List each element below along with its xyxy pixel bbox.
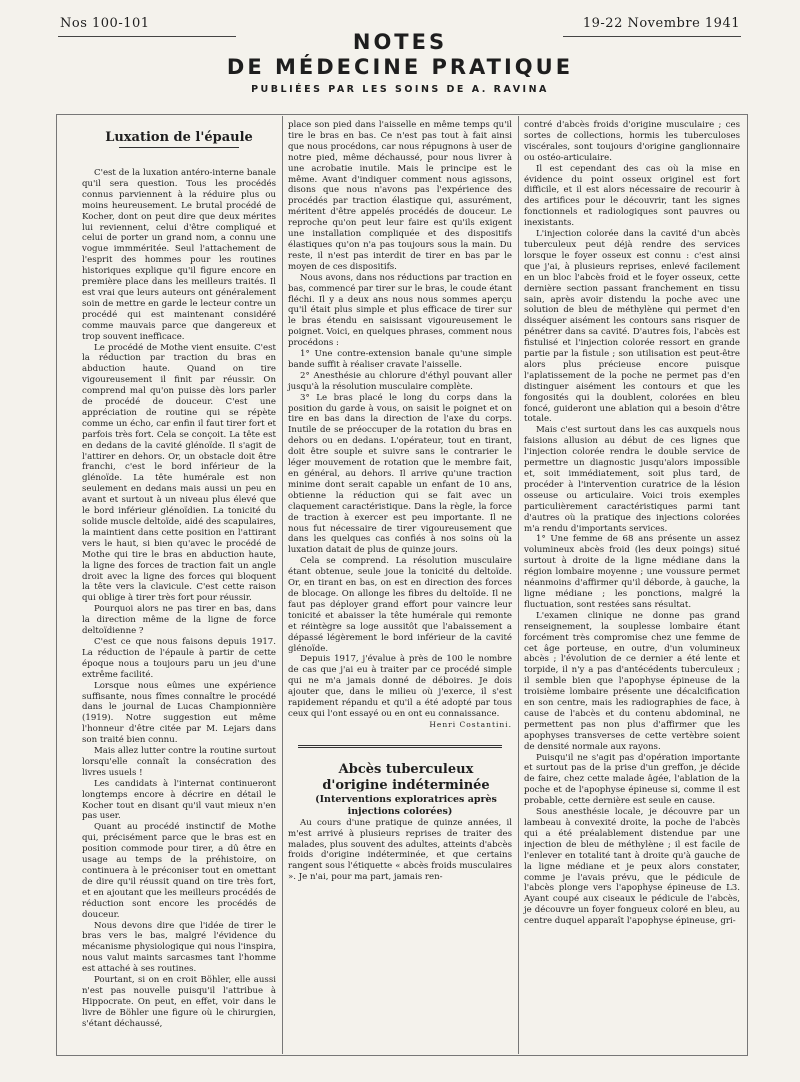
paragraph: Pourquoi alors ne pas tirer en bas, dans la direction même de la ligne de force deltoïdienne ? xyxy=(82,604,276,637)
column-divider-1 xyxy=(282,116,283,1054)
paragraph: C'est ce que nous faisons depuis 1917. La réduction de l'épaule à partir de cette époque nous a toujours paru un jeu d'une extrême facilité. xyxy=(82,636,276,680)
article1-title: Luxation de l'épaule xyxy=(105,130,253,145)
paragraph: contré d'abcès froids d'origine musculaire ; ces sortes de collections, hormis les tuberculoses viscérales, sont toujours d'origine ganglionnaire ou ostéo-articulaire. xyxy=(524,120,740,163)
paragraph: Quant au procédé instinctif de Mothe qui, précisément parce que le bras est en position commode pour tirer, a dû être en usage au temps de la préhistoire, on continuera à le préconiser tout en omettant de dire qu'il réussit quand on tire très fort, et en ajoutant que les meilleurs procédés de réduction sont encore les procédés de douceur. xyxy=(82,822,276,920)
column-1 xyxy=(82,120,276,1030)
paragraph: Depuis 1917, j'évalue à près de 100 le nombre de cas que j'ai eu à traiter par ce procédé simple qui ne m'a jamais donné de déboires. Je dois ajouter que, dans le milieu où j'exerce, il s'est rapidement répandu et qu'il a été adopté par tous ceux qui l'ont essayé ou en ont eu connaissance. xyxy=(288,654,512,719)
paragraph: Cela se comprend. La résolution musculaire étant obtenue, seule joue la tonicité du deltoïde. Or, en tirant en bas, on est en direction des forces de blocage. On allonge les fibres du deltoïde. Il ne faut pas déployer grand effort pour vaincre leur tonicité et abaisser la tête humérale qui remonte et réintègre sa loge aussitôt que l'abaissement a dépassé légèrement le bord inférieur de la cavité glénoïde. xyxy=(288,556,512,654)
issue-number: Nos 100-101 xyxy=(60,16,150,31)
article1-body xyxy=(82,168,276,1030)
paragraph: Il est cependant des cas où la mise en évidence du point osseux originel est fort difficile, et il est alors nécessaire de recourir à des artifices pour le découvrir, tant les signes fonctionnels et radiologiques sont pauvres ou inexistants. xyxy=(524,163,740,229)
paragraph: L'examen clinique ne donne pas grand renseignement, la souplesse lombaire étant forcément très compromise chez une femme de cet âge porteuse, en outre, d'un volumineux abcès ; l'évolution de ce dernier a été lente et torpide, il n'y a pas d'antécédents tuberculeux ; il semble bien que l'apophyse épineuse de la troisième lombaire présente une décalcification en son centre, mais les radiographies de face, à cause de l'abcès et du contenu abdominal, ne permettent pas non plus d'affirmer que les apophyses transverses de cette vertèbre soient de densité normale aux rayons. xyxy=(524,610,740,752)
paragraph: 3° Le bras placé le long du corps dans la position du garde à vous, on saisit le poignet et on tire en bas dans la direction de l'axe du corps. Inutile de se préoccuper de la rotation du bras en dehors ou en dedans. L'opérateur, tout en tirant, doit être souple et suivre sans le contrarier le léger mouvement de rotation que le membre fait, en général, au dehors. Il arrive qu'une traction minime dont serait capable un enfant de 10 ans, obtienne la réduction qui se fait avec un claquement caractéristique. Dans la règle, la force de traction à exercer est peu importante. Il ne nous fut nécessaire de tirer vigoureusement que dans les quelques cas confiés à nos soins où la luxation datait de plus de quinze jours. xyxy=(288,392,512,556)
journal-title-line2: DE MÉDECINE PRATIQUE xyxy=(226,55,574,79)
column-2 xyxy=(288,120,512,883)
paragraph: place son pied dans l'aisselle en même temps qu'il tire le bras en bas. Ce n'est pas tout à fait ainsi que nous procédons, car nous répugnons à user de notre pied, même déchaussé, pour nous livrer à une acrobatie inutile. Mais le principe est le même. Avant d'indiquer comment nous agissons, disons que nous n'avons pas l'expérience des procédés par traction élastique qui, assurément, méritent d'être appelés procédés de douceur. Le reproche qu'on peut leur faire est qu'ils exigent une installation compliquée et des dispositifs élastiques qu'on n'a pas toujours sous la main. Du reste, il n'est pas interdit de tirer en bas par le moyen de ces dispositifs. xyxy=(288,120,512,272)
paragraph: Puisqu'il ne s'agit pas d'opération importante et surtout pas de la prise d'un greffon, je décide de faire, chez cette malade âgée, l'ablation de la poche et de l'apophyse épineuse si, comme il est probable, cette dernière est seule en cause. xyxy=(524,752,740,807)
paragraph: Au cours d'une pratique de quinze années, il m'est arrivé à plusieurs reprises de traiter des malades, plus souvent des adultes, atteints d'abcès froids d'origine indéterminée, et que certains rangent sous l'étiquette « abcès froids musculaires ». Je n'ai, pour ma part, jamais ren- xyxy=(288,817,512,883)
paragraph: Mais allez lutter contre la routine surtout lorsqu'elle connaît la consécration des livres usuels ! xyxy=(82,746,276,778)
paragraph: Pourtant, si on en croit Böhler, elle aussi n'est pas nouvelle puisqu'il l'attribue à Hippocrate. On peut, en effet, voir dans le livre de Böhler une figure où le chirurgien, s'étant déchaussé, xyxy=(82,975,276,1029)
article2-title-line2: d'origine indéterminée xyxy=(322,777,490,793)
paragraph: 1° Une femme de 68 ans présente un assez volumineux abcès froid (les deux poings) situé surtout à droite de la ligne médiane dans la région lombaire moyenne ; une voussure permet néanmoins d'affirmer qu'il déborde, à gauche, la ligne médiane ; les ponctions, malgré la fluctuation, sont restées sans résultat. xyxy=(524,534,740,610)
paragraph: 2° Anesthésie au chlorure d'éthyl pouvant aller jusqu'à la résolution musculaire complète. xyxy=(288,370,512,392)
author-signature: Henri Costantini. xyxy=(429,719,512,729)
journal-subtitle: PUBLIÉES PAR LES SOINS DE A. RAVINA xyxy=(251,84,549,95)
column-3 xyxy=(524,120,740,927)
journal-title-line1: NOTES xyxy=(352,30,448,54)
issue-date: 19-22 Novembre 1941 xyxy=(582,16,740,31)
article2-title-line1: Abcès tuberculeux xyxy=(338,761,474,777)
article1-continuation xyxy=(288,120,512,731)
article1-title-rule xyxy=(119,147,239,148)
paragraph: C'est de la luxation antéro-interne banale qu'il sera question. Tous les procédés connus parviennent à la réduire plus ou moins heureusement. Le brutal procédé de Kocher, dont on peut dire que deux mérites lui reviennent, celui d'être compliqué et celui de porter un grand nom, a connu une vogue immméritée. Seul l'attachement de l'esprit des hommes pour les routines historiques explique qu'il figure encore en première place dans les meilleurs traités. Il est vrai que leurs auteurs ont généralement soin de mettre en garde le lecteur contre un procédé qui est maintenant considéré comme mauvais parce que dangereux et trop souvent inefficace. xyxy=(82,168,276,342)
paragraph: L'injection colorée dans la cavité d'un abcès tuberculeux peut déjà rendre des services lorsque le foyer osseux est connu : c'est ainsi que j'ai, à plusieurs reprises, enlevé facilement en un bloc l'abcès froid et le foyer osseux, cette dernière section passant franchement en tissu sain, après avoir distendu la poche avec une solution de bleu de méthylène qui permet d'en disséquer aisément les contours sans risquer de pénétrer dans sa cavité. D'autres fois, l'abcès est fistulisé et l'injection colorée ressort en grande partie par la fistule ; son utilisation est peut-être alors plus précieuse encore puisque l'aplatissement de la poche ne permet pas d'en distinguer aisément les contours et que les fongosités qui la doublent, colorées en bleu foncé, guideront une ablation qui a besoin d'être totale. xyxy=(524,229,740,425)
paragraph: Lorsque nous eûmes une expérience suffisante, nous fîmes connaître le procédé dans le journal de Lucas Championnière (1919). Notre suggestion eut même l'honneur d'être citée par M. Lejars dans son traité bien connu. xyxy=(82,680,276,746)
paragraph: 1° Une contre-extension banale qu'une simple bande suffit à réaliser cravate l'aisselle. xyxy=(288,349,512,370)
article2-subtitle: (Interventions exploratrices après injections colorées) xyxy=(315,793,497,817)
paragraph: Nous devons dire que l'idée de tirer le bras vers le bas, malgré l'évidence du mécanisme physiologique qui nous l'inspira, nous valut maints sarcasmes tant l'homme est attaché à ses routines. xyxy=(82,920,276,975)
paragraph: Sous anesthésie locale, je découvre par un lambeau à convexité droite, la poche de l'abcès qui a été préalablement distendue par une injection de bleu de méthylène ; il est facile de l'enlever en totalité tant à droite qu'à gauche de la ligne médiane et je peux alors constater, comme je l'avais prévu, que le pédicule de l'abcès plonge vers l'apophyse épineuse de L3. Ayant coupé aux ciseaux le pédicule de l'abcès, je découvre un foyer fongueux coloré en bleu, au centre duquel apparaît l'apophyse épineuse, gri- xyxy=(524,807,740,927)
column-divider-2 xyxy=(518,116,519,1054)
paragraph: Nous avons, dans nos réductions par traction en bas, commencé par tirer sur le bras, le coude étant fléchi. Il y a deux ans nous nous sommes aperçu qu'il était plus simple et plus efficace de tirer sur le bras étendu en saisissant vigoureusement le poignet. Voici, en quelques phrases, comment nous procédons : xyxy=(288,272,512,349)
paragraph: Mais c'est surtout dans les cas auxquels nous faisions allusion au début de ces lignes que l'injection colorée rendra le double service de permettre un diagnostic jusqu'alors impossible et, soit immédiatement, soit plus tard, de procéder à l'intervention curatrice de la lésion osseuse ou articulaire. Voici trois exemples particulièrement caractéristiques parmi tant d'autres où la pratique des injections colorées m'a rendu d'importants services. xyxy=(524,425,740,534)
article-separator xyxy=(298,745,502,748)
paragraph: Les candidats à l'internat continueront longtemps encore à décrire en détail le Kocher tout en disant qu'il vaut mieux n'en pas user. xyxy=(82,778,276,822)
paragraph: Le procédé de Mothe vient ensuite. C'est la réduction par traction du bras en abduction haute. Quand on tire vigoureusement il finit par réussir. On comprend mal qu'on puisse dès lors parler de procédé de douceur. C'est une appréciation de routine qui se répète comme un écho, car enfin il faut tirer fort et parfois très fort. Cela se conçoit. La tête est en dedans de la cavité glénoïde. Il s'agit de l'attirer en dehors. Or, un obstacle doit être franchi, c'est le bord inférieur de la glénoïde. La tête humérale est non seulement en dedans mais aussi un peu en avant et surtout à un niveau plus élevé que le bord inférieur glénoïdien. La tonicité du solide muscle deltoïde, aidé des scapulaires, la maintient dans cette position en l'attirant vers le haut, si bien qu'avec le procédé de Mothe qui tire le bras en abduction haute, la ligne des forces de traction fait un angle droit avec la ligne des forces qui bloquent la tête vers la clavicule. C'est cette raison qui oblige à tirer très fort pour réussir. xyxy=(82,342,276,604)
